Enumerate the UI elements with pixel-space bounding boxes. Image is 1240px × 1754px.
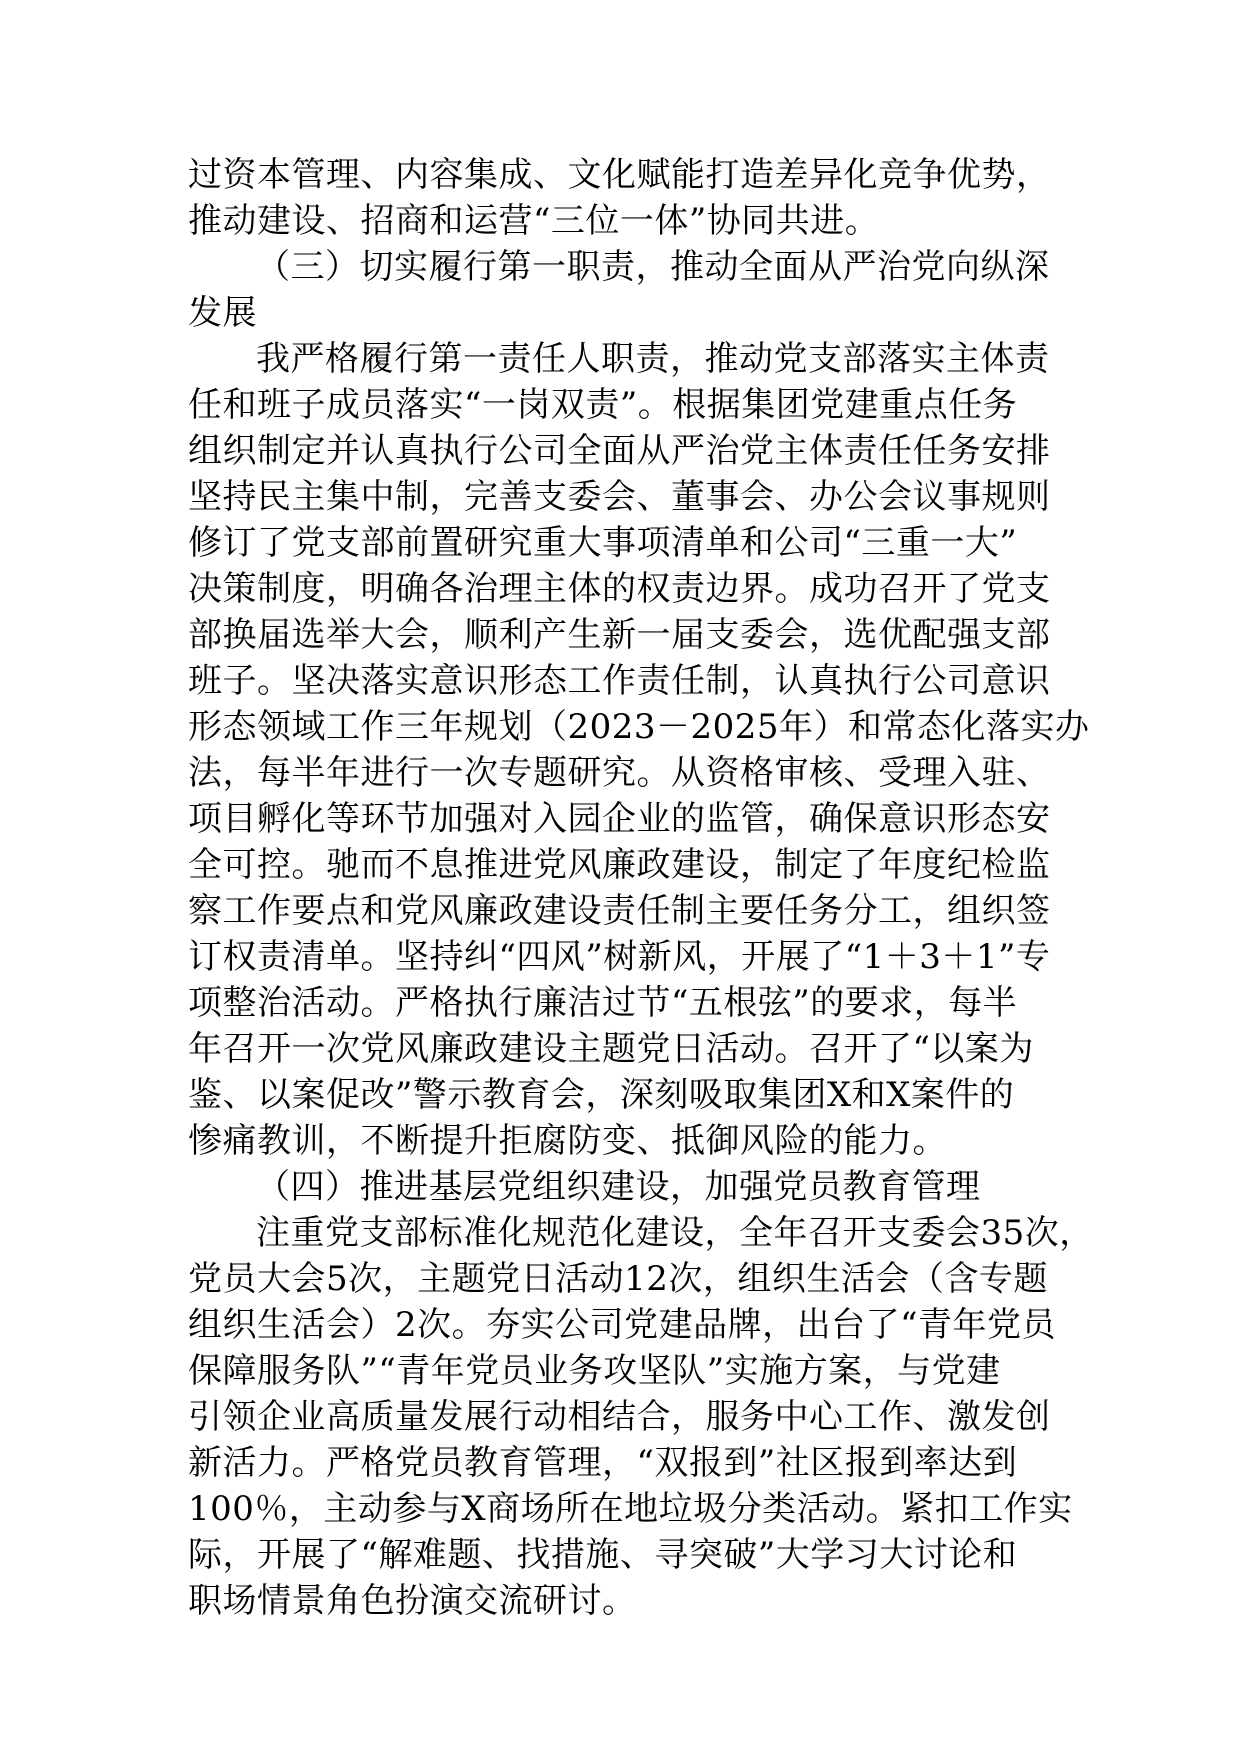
text-line: 班子。坚决落实意识形态工作责任制，认真执行公司意识	[188, 661, 1051, 701]
text-line: 组织制定并认真执行公司全面从严治党主体责任任务安排	[188, 431, 1051, 471]
text-line: 际，开展了“解难题、找措施、寻突破”大学习大讨论和	[188, 1535, 1018, 1575]
text-line: 形态领域工作三年规划（2023－2025年）和常态化落实办	[188, 707, 1090, 747]
text-line: 法，每半年进行一次专题研究。从资格审核、受理入驻、	[188, 753, 1051, 793]
text-line: 订权责清单。坚持纠“四风”树新风，开展了“1＋3＋1”专	[188, 937, 1051, 977]
text-line: 惨痛教训，不断提升拒腐防变、抵御风险的能力。	[188, 1121, 947, 1161]
text-line: 推动建设、招商和运营“三位一体”协同共进。	[188, 201, 880, 241]
text-line: 组织生活会）2次。夯实公司党建品牌，出台了“青年党员	[188, 1305, 1057, 1345]
text-line: 保障服务队”“青年党员业务攻坚队”实施方案，与党建	[188, 1351, 1001, 1391]
text-line: 察工作要点和党风廉政建设责任制主要任务分工，组织签	[188, 891, 1051, 931]
text-line: 职场情景角色扮演交流研讨。	[188, 1581, 637, 1621]
text-line: 引领企业高质量发展行动相结合，服务中心工作、激发创	[188, 1397, 1051, 1437]
text-line: 党员大会5次，主题党日活动12次，组织生活会（含专题	[188, 1259, 1048, 1299]
text-line: 部换届选举大会，顺利产生新一届支委会，选优配强支部	[188, 615, 1051, 655]
document-page	[188, 152, 1094, 1624]
text-line: 修订了党支部前置研究重大事项清单和公司“三重一大”	[188, 523, 1018, 563]
text-line: 年召开一次党风廉政建设主题党日活动。召开了“以案为	[188, 1029, 1034, 1069]
paragraph-start: 注重党支部标准化规范化建设，全年召开支委会35次，	[256, 1213, 1094, 1253]
paragraph-start: 我严格履行第一责任人职责，推动党支部落实主体责	[256, 339, 1050, 379]
text-line: 鉴、以案促改”警示教育会，深刻吸取集团X和X案件的	[188, 1075, 1015, 1115]
text-line: 任和班子成员落实“一岗双责”。根据集团党建重点任务	[188, 385, 1018, 425]
text-line: 决策制度，明确各治理主体的权责边界。成功召开了党支	[188, 569, 1051, 609]
text-line: 100％，主动参与X商场所在地垃圾分类活动。紧扣工作实	[188, 1489, 1073, 1529]
text-line: 全可控。驰而不息推进党风廉政建设，制定了年度纪检监	[188, 845, 1051, 885]
text-line: 坚持民主集中制，完善支委会、董事会、办公会议事规则	[188, 477, 1051, 517]
section-heading-3: （三）切实履行第一职责，推动全面从严治党向纵深	[256, 247, 1050, 287]
text-line: 项整治活动。严格执行廉洁过节“五根弦”的要求，每半	[188, 983, 1018, 1023]
text-line: 过资本管理、内容集成、文化赋能打造差异化竞争优势，	[188, 155, 1051, 195]
section-heading-3-cont: 发展	[188, 293, 257, 333]
section-heading-4: （四）推进基层党组织建设，加强党员教育管理	[256, 1167, 981, 1207]
text-line: 项目孵化等环节加强对入园企业的监管，确保意识形态安	[188, 799, 1051, 839]
text-line: 新活力。严格党员教育管理，“双报到”社区报到率达到	[188, 1443, 1018, 1483]
